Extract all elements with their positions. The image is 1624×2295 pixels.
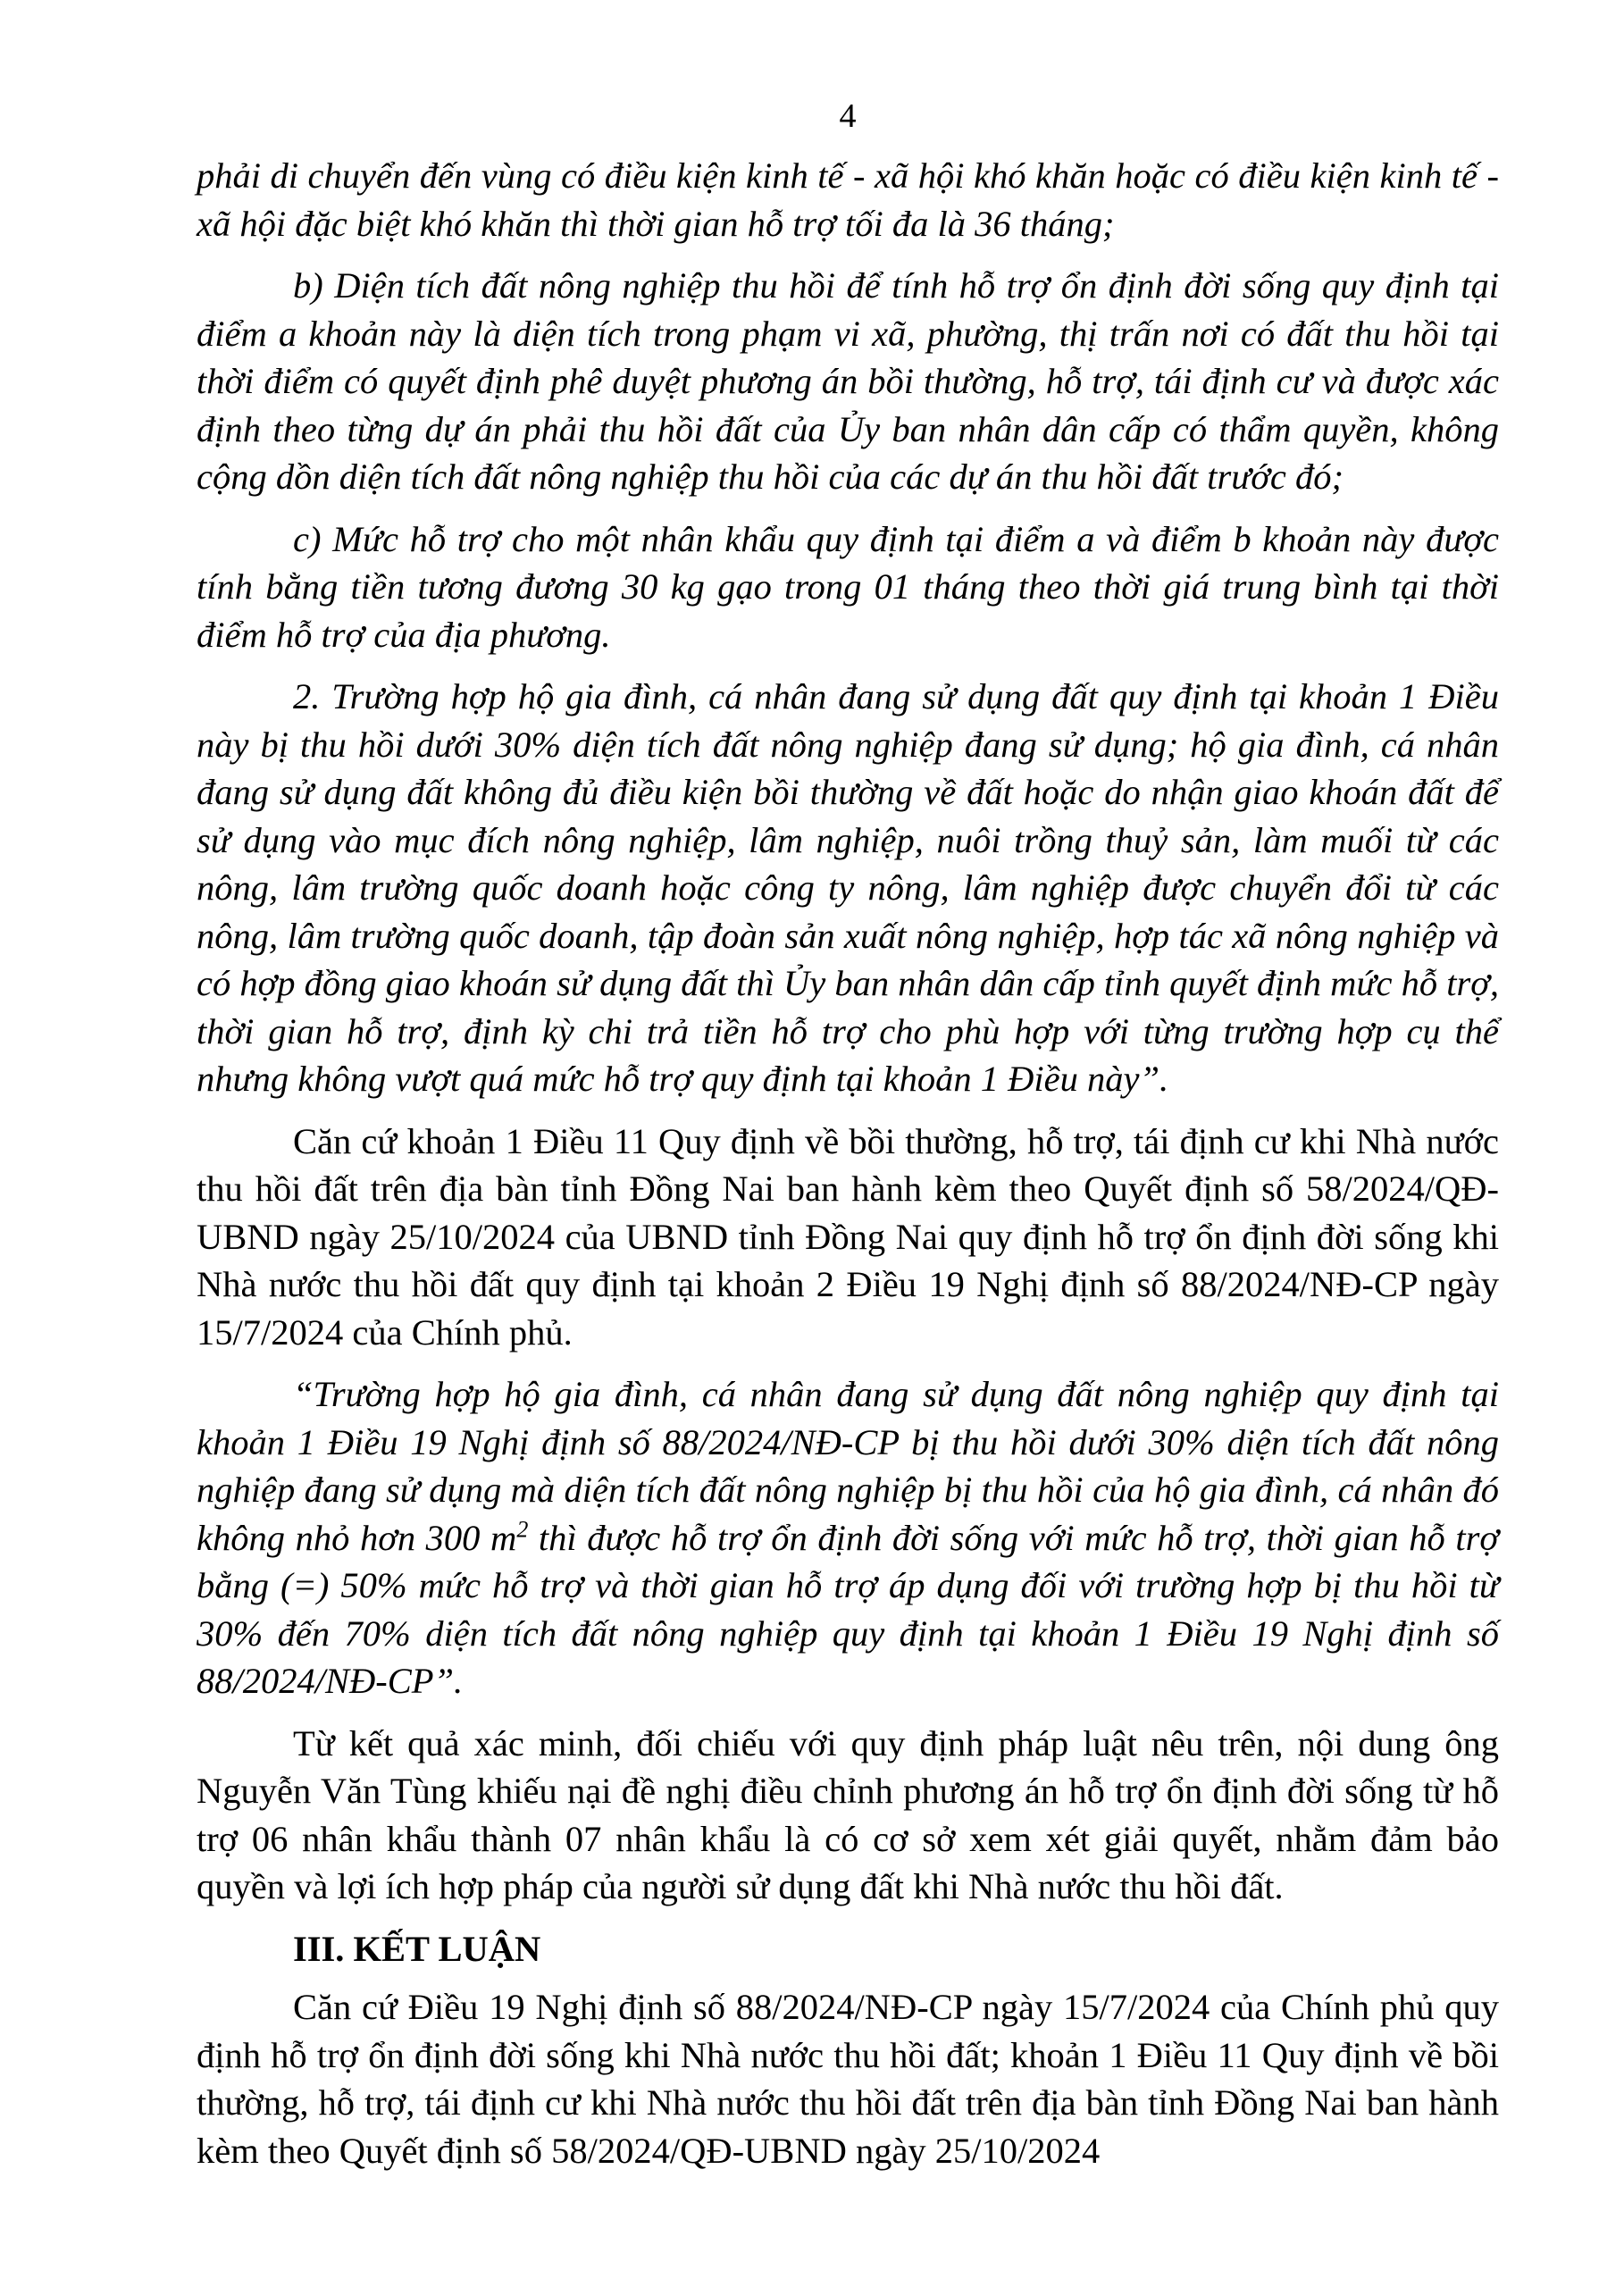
paragraph-legal-basis: Căn cứ khoản 1 Điều 11 Quy định về bồi thường, hỗ trợ, tái định cư khi Nhà nước thu hồi đất trên địa bàn tỉnh Đồng Nai ban hành kèm theo Quyết định số 58/2024/QĐ-UBND ngày 25/10/2024 của UBND tỉnh Đồng Nai quy định hỗ trợ ổn định đời sống khi Nhà nước thu hồi đất quy định tại khoản 2 Điều 19 Nghị định số 88/2024/NĐ-CP ngày 15/7/2024 của Chính phủ.: [197, 1120, 1499, 1353]
paragraph-clause-b: b) Diện tích đất nông nghiệp thu hồi để tính hỗ trợ ổn định đời sống quy định tại điểm a khoản này là diện tích trong phạm vi xã, phường, thị trấn nơi có đất thu hồi tại thời điểm có quyết định phê duyệt phương án bồi thường, hỗ trợ, tái định cư và được xác định theo từng dự án phải thu hồi đất của Ủy ban nhân dân cấp có thẩm quyền, không cộng dồn diện tích đất nông nghiệp thu hồi của các dự án thu hồi đất trước đó;: [197, 265, 1499, 497]
paragraph-verification-result: Từ kết quả xác minh, đối chiếu với quy định pháp luật nêu trên, nội dung ông Nguyễn Văn Tùng khiếu nại đề nghị điều chỉnh phương án hỗ trợ ổn định đời sống từ hỗ trợ 06 nhân khẩu thành 07 nhân khẩu là có cơ sở xem xét giải quyết, nhằm đảm bảo quyền và lợi ích hợp pháp của người sử dụng đất khi Nhà nước thu hồi đất.: [197, 1722, 1499, 1906]
paragraph-continuation: phải di chuyển đến vùng có điều kiện kinh tế - xã hội khó khăn hoặc có điều kiện kinh tế - xã hội đặc biệt khó khăn thì thời gian hỗ trợ tối đa là 36 tháng;: [197, 155, 1499, 244]
paragraph-quoted-regulation: [197, 1370, 1499, 1705]
paragraph-conclusion: Căn cứ Điều 19 Nghị định số 88/2024/NĐ-CP ngày 15/7/2024 của Chính phủ quy định hỗ trợ ổn định đời sống khi Nhà nước thu hồi đất; khoản 1 Điều 11 Quy định về bồi thường, hỗ trợ, tái định cư khi Nhà nước thu hồi đất trên địa bàn tỉnh Đồng Nai ban hành kèm theo Quyết định số 58/2024/QĐ-UBND ngày 25/10/2024: [197, 1987, 1499, 2171]
paragraph-clause-2: 2. Trường hợp hộ gia đình, cá nhân đang sử dụng đất quy định tại khoản 1 Điều này bị thu hồi dưới 30% diện tích đất nông nghiệp đang sử dụng; hộ gia đình, cá nhân đang sử dụng đất không đủ điều kiện bồi thường về đất hoặc do nhận giao khoán đất để sử dụng vào mục đích nông nghiệp, lâm nghiệp, nuôi trồng thuỷ sản, làm muối từ các nông, lâm trường quốc doanh hoặc công ty nông, lâm nghiệp được chuyển đổi từ các nông, lâm trường quốc doanh, tập đoàn sản xuất nông nghiệp, hợp tác xã nông nghiệp và có hợp đồng giao khoán sử dụng đất thì Ủy ban nhân dân cấp tỉnh quyết định mức hỗ trợ, thời gian hỗ trợ, định kỳ chi trả tiền hỗ trợ cho phù hợp với từng trường hợp cụ thể nhưng không vượt quá mức hỗ trợ quy định tại khoản 1 Điều này”.: [197, 676, 1499, 1099]
quoted-text-after: thì được hỗ trợ ổn định đời sống với mức hỗ trợ, thời gian hỗ trợ bằng (=) 50% mức hỗ trợ và thời gian hỗ trợ áp dụng đối với trường hợp bị thu hồi từ 30% đến 70% diện tích đất nông nghiệp quy định tại khoản 1 Điều 19 Nghị định số 88/2024/NĐ-CP”.: [197, 1517, 1499, 1701]
square-meter-superscript: 2: [516, 1516, 529, 1542]
page-number: 4: [839, 97, 857, 135]
paragraph-clause-c: c) Mức hỗ trợ cho một nhân khẩu quy định tại điểm a và điểm b khoản này được tính bằng tiền tương đương 30 kg gạo trong 01 tháng theo thời giá trung bình tại thời điểm hỗ trợ của địa phương.: [197, 518, 1499, 655]
quoted-text-before: “Trường hợp hộ gia đình, cá nhân đang sử dụng đất nông nghiệp quy định tại khoản 1 Điều 19 Nghị định số 88/2024/NĐ-CP bị thu hồi dưới 30% diện tích đất nông nghiệp đang sử dụng mà diện tích đất nông nghiệp bị thu hồi của hộ gia đình, cá nhân đó không nhỏ hơn 300 m: [197, 1374, 1499, 1558]
section-heading-conclusion: III. KẾT LUẬN: [293, 1928, 541, 1969]
